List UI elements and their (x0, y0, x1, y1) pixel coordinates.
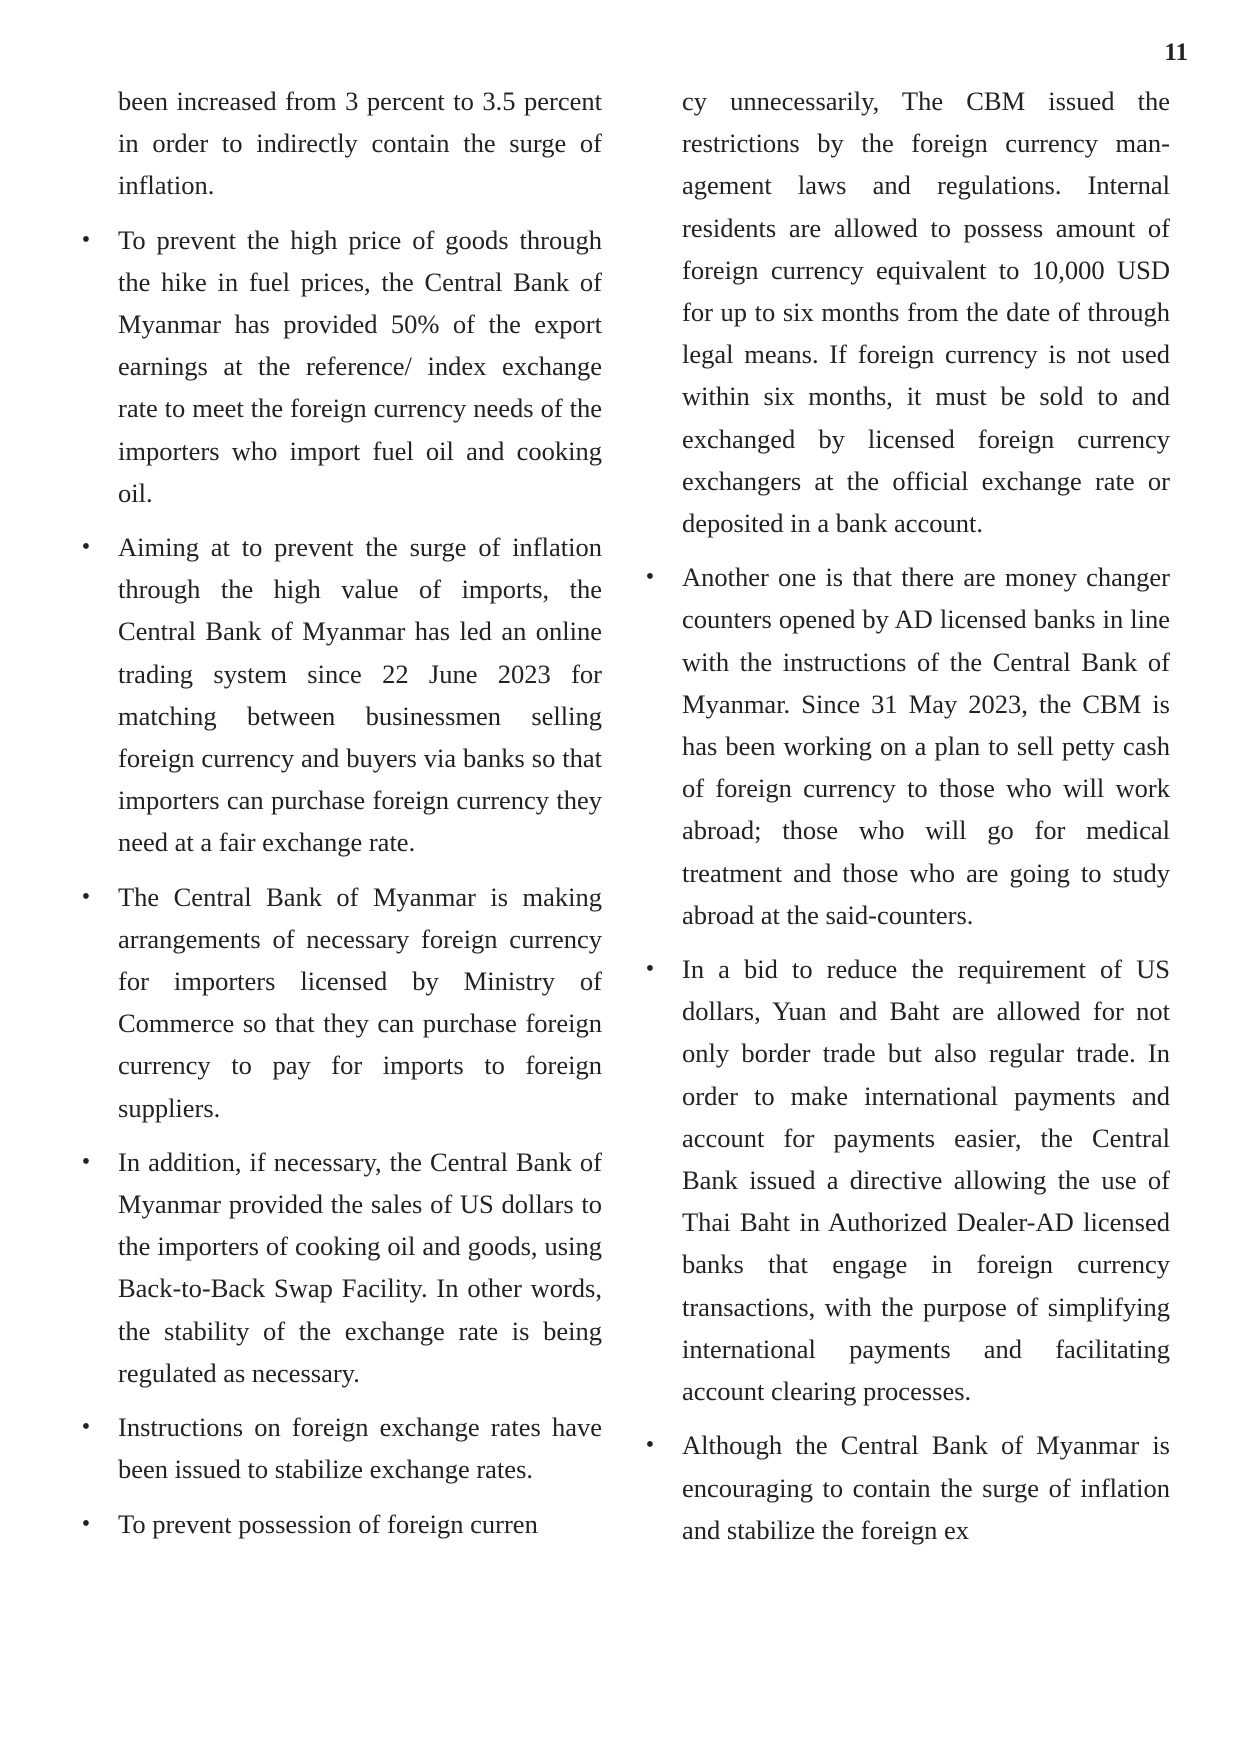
bullet-item (645, 1424, 1170, 1551)
bullet-item (645, 556, 1170, 936)
bullet-icon: • (81, 534, 91, 561)
bullet-icon: • (645, 564, 655, 591)
bullet-text: To prevent the high price of goods through the hike in fuel prices, the Central Bank of Myanmar has provided 50% of the export earnings at the reference/ index exchange rate to meet the foreign currency needs of the importers who import fuel oil and cooking oil. (118, 224, 602, 508)
bullet-item (81, 526, 602, 864)
continuation-paragraph: cy unnecessarily, The CBM issued the restrictions by the foreign currency management laws and regulations. Internal residents are allowed to possess amount of foreign currency equivalent to 10,000 USD for up to six months from the date of through legal means. If foreign currency is not used within six months, it must be sold to and exchanged by licensed foreign currency exchangers at the official exchange rate or deposited in a bank account. (682, 86, 1170, 539)
bullet-item (81, 1503, 602, 1545)
bullet-icon: • (81, 1510, 91, 1537)
continuation-paragraph: been increased from 3 percent to 3.5 percent in order to indirectly contain the surge of inflation. (118, 86, 602, 201)
bullet-item (81, 1141, 602, 1394)
bullet-item (645, 948, 1170, 1412)
bullet-item (81, 876, 602, 1129)
bullet-icon: • (645, 1432, 655, 1459)
bullet-text: Although the Central Bank of Myanmar is encouraging to contain the surge of inflation and stabilize the foreign ex (682, 1430, 1170, 1545)
bullet-text: In addition, if necessary, the Central Bank of Myanmar provided the sales of US dollars to the importers of cooking oil and goods, using Back-to-Back Swap Facility. In other words, the stability of the exchange rate is being regulated as necessary. (118, 1146, 602, 1388)
bullet-text: In a bid to reduce the requirement of US dollars, Yuan and Baht are allowed for not only border trade but also regular trade. In order to make international payments and account for payments easier, the Central Bank issued a directive allowing the use of Thai Baht in Authorized Dealer-AD licensed banks that engage in foreign currency transactions, with the purpose of simplifying international payments and facilitating account clearing processes. (682, 954, 1170, 1407)
bullet-text: The Central Bank of Myanmar is making arrangements of necessary foreign currency for importers licensed by Ministry of Commerce so that they can purchase foreign currency to pay for imports to foreign suppliers. (118, 881, 602, 1123)
bullet-item (81, 1406, 602, 1490)
bullet-text: Instructions on foreign exchange rates have been issued to stabilize exchange rates. (118, 1412, 602, 1485)
page-number: 11 (1164, 39, 1188, 66)
bullet-icon: • (81, 883, 91, 910)
right-column (645, 80, 1170, 1563)
bullet-icon: • (81, 226, 91, 253)
bullet-icon: • (645, 956, 655, 983)
bullet-text: Aiming at to prevent the surge of inflation through the high value of imports, the Central Bank of Myanmar has led an online trading system since 22 June 2023 for matching between businessmen selling foreign currency and buyers via banks so that importers can purchase foreign currency they need at a fair exchange rate. (118, 532, 602, 858)
left-column (81, 80, 602, 1557)
bullet-text: Another one is that there are money changer counters opened by AD licensed banks in line with the instructions of the Central Bank of Myanmar. Since 31 May 2023, the CBM is has been working on a plan to sell petty cash of foreign currency to those who will work abroad; those who will go for medical treatment and those who are going to study abroad at the said-counters. (682, 562, 1170, 930)
bullet-icon: • (81, 1414, 91, 1441)
bullet-icon: • (81, 1148, 91, 1175)
bullet-text: To prevent possession of foreign curren (118, 1508, 538, 1539)
bullet-item (81, 219, 602, 514)
